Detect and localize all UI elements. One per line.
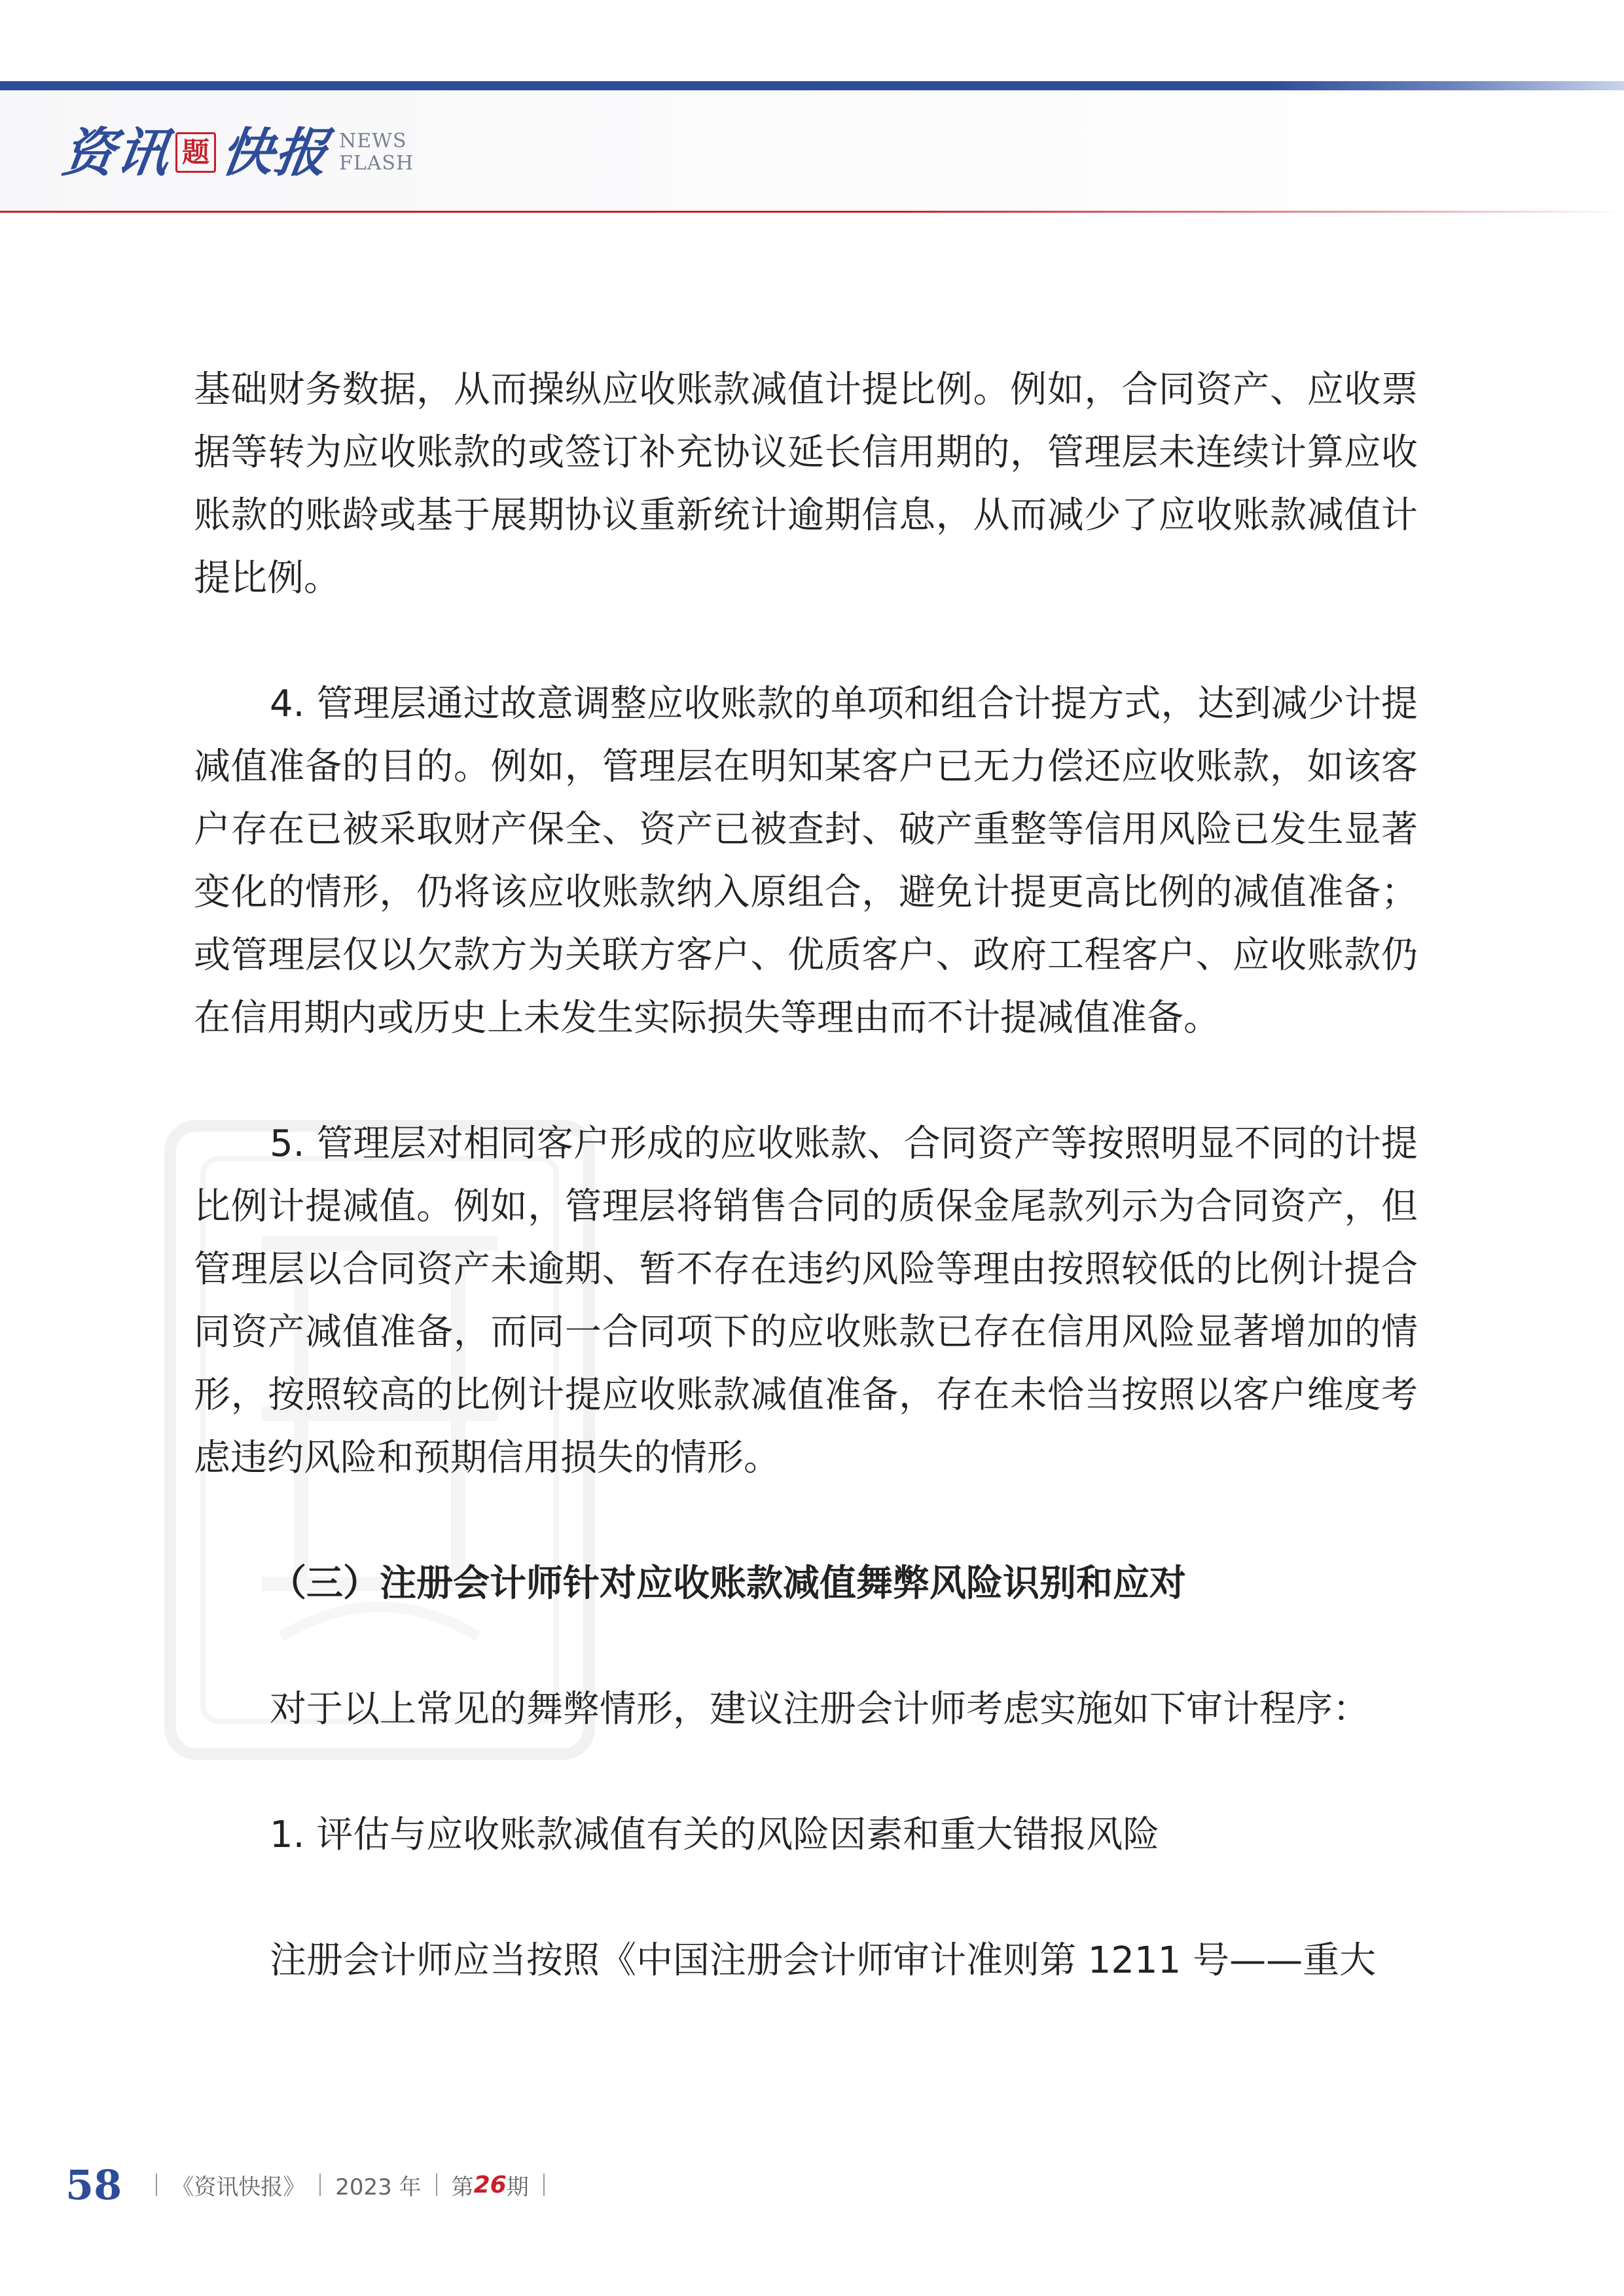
header-red-rule xyxy=(0,211,1624,213)
paragraph-2: 4. 管理层通过故意调整应收账款的单项和组合计提方式，达到减少计提减值准备的目的。例如，管理层在明知某客户已无力偿还应收账款，如该客户存在已被采取财产保全、资产已被查封、破产重整等信用风险已发生显著变化的情形，仍将该应收账款纳入原组合，避免计提更高比例的减值准备；或管理层仅以欠款方为关联方客户、优质客户、政府工程客户、应收账款仍在信用期内或历史上未发生实际损失等理由而不计提减值准备。 xyxy=(194,683,1418,1039)
section-heading: （三）注册会计师针对应收账款减值舞弊风险识别和应对 xyxy=(270,1562,1186,1605)
paragraph-5: 1. 评估与应收账款减值有关的风险因素和重大错报风险 xyxy=(270,1814,1160,1856)
publication-name: 《资讯快报》 xyxy=(171,2174,306,2200)
logo-english-line2: FLASH xyxy=(339,152,414,175)
logo-text-left: 资讯 xyxy=(58,122,175,183)
issue-suffix: 期 xyxy=(506,2174,529,2200)
logo-english xyxy=(339,130,414,174)
logo-english-line1: NEWS xyxy=(339,130,407,153)
footer-divider xyxy=(156,2174,157,2196)
header-top-bar xyxy=(0,81,1624,90)
issue-number: 26 xyxy=(473,2171,507,2198)
footer-divider xyxy=(436,2174,437,2196)
logo-text-right: 快报 xyxy=(217,122,333,183)
newsletter-logo xyxy=(58,117,414,188)
article-body xyxy=(194,359,1418,1992)
logo-seal-icon: 题 xyxy=(175,132,216,173)
issue-year: 2023 年 xyxy=(335,2174,422,2200)
footer-divider xyxy=(319,2174,321,2196)
page-number: 58 xyxy=(65,2161,122,2209)
paragraph-3: 5. 管理层对相同客户形成的应收账款、合同资产等按照明显不同的计提比例计提减值。例如，管理层将销售合同的质保金尾款列示为合同资产，但管理层以合同资产未逾期、暂不存在违约风险等理由按照较低的比例计提合同资产减值准备，而同一合同项下的应收账款已存在信用风险显著增加的情形，按照较高的比例计提应收账款减值准备，存在未恰当按照以客户维度考虑违约风险和预期信用损失的情形。 xyxy=(194,1122,1418,1479)
paragraph-1: 基础财务数据，从而操纵应收账款减值计提比例。例如，合同资产、应收票据等转为应收账款的或签订补充协议延长信用期的，管理层未连续计算应收账款的账龄或基于展期协议重新统计逾期信息，从而减少了应收账款减值计提比例。 xyxy=(194,368,1418,600)
paragraph-4: 对于以上常见的舞弊情形，建议注册会计师考虑实施如下审计程序： xyxy=(270,1688,1369,1731)
footer-divider xyxy=(543,2174,545,2196)
paragraph-6: 注册会计师应当按照《中国注册会计师审计准则第 1211 号——重大 xyxy=(270,1939,1377,1982)
page-footer xyxy=(65,2159,559,2211)
issue-prefix: 第 xyxy=(451,2174,474,2200)
